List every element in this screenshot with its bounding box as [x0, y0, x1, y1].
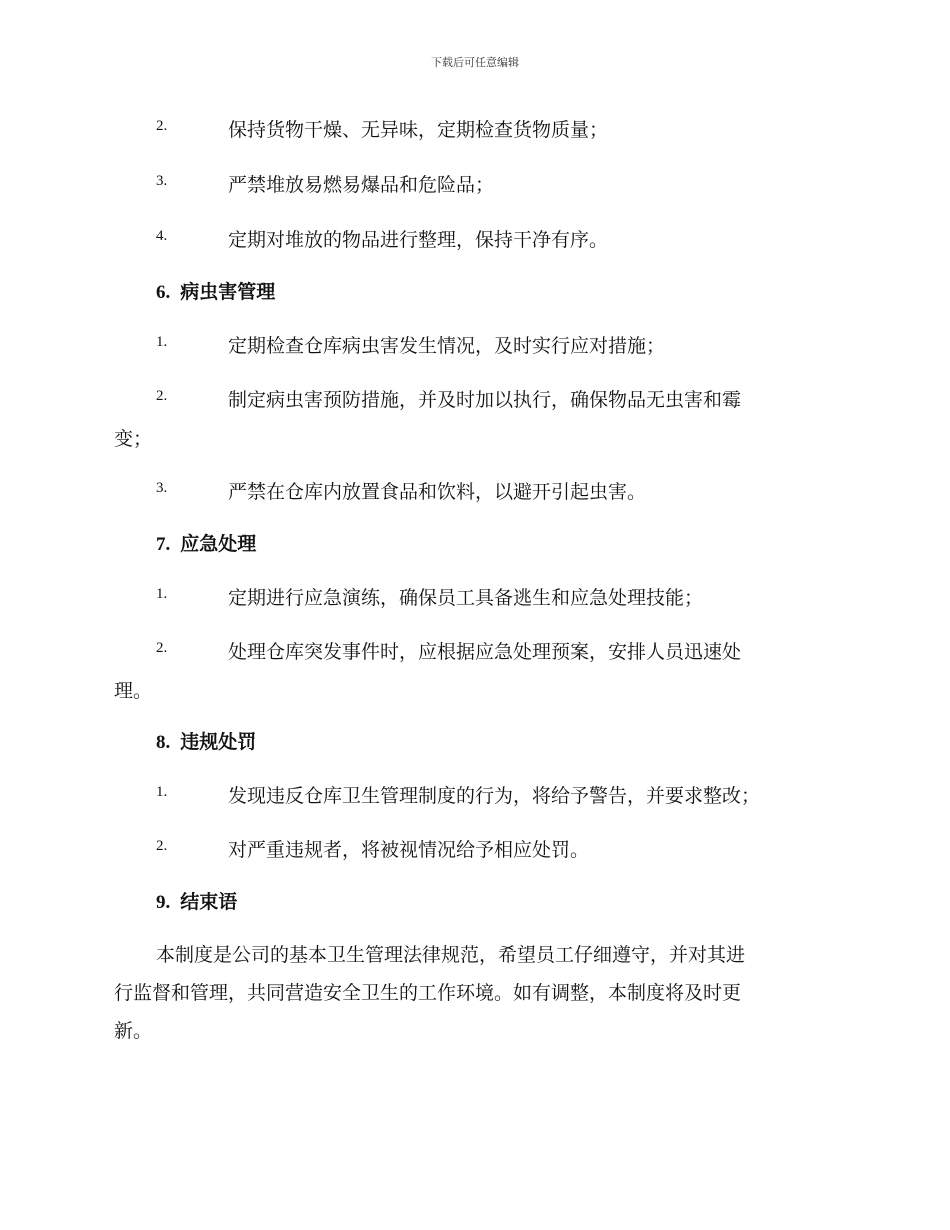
- list-number: 2.: [156, 838, 168, 854]
- list-number: 1.: [156, 334, 168, 350]
- section-heading: [156, 529, 256, 556]
- list-number: 2.: [156, 388, 168, 404]
- closing-paragraph-line: 本制度是公司的基本卫生管理法律规范，希望员工仔细遵守，并对其进: [156, 944, 746, 966]
- list-item-text: 严禁在仓库内放置食品和饮料，以避开引起虫害。: [228, 481, 647, 503]
- closing-paragraph-line: 新。: [114, 1020, 153, 1042]
- list-item-text: 定期检查仓库病虫害发生情况，及时实行应对措施；: [228, 335, 666, 357]
- section-title: 病虫害管理: [180, 281, 276, 303]
- list-item-continuation: 理。: [114, 680, 153, 702]
- section-heading: [156, 887, 237, 914]
- list-item-text: 对严重违规者，将被视情况给予相应处罚。: [228, 839, 590, 861]
- list-number: 2.: [156, 640, 168, 656]
- section-number: 6.: [156, 282, 171, 303]
- list-number: 1.: [156, 784, 168, 800]
- list-item-text: 制定病虫害预防措施，并及时加以执行，确保物品无虫害和霉: [228, 389, 742, 411]
- list-number: 3.: [156, 480, 168, 496]
- section-number: 8.: [156, 732, 171, 753]
- list-item-text: 处理仓库突发事件时，应根据应急处理预案，安排人员迅速处: [228, 641, 742, 663]
- section-title: 违规处罚: [180, 731, 257, 753]
- closing-paragraph-line: 行监督和管理，共同营造安全卫生的工作环境。如有调整，本制度将及时更: [114, 982, 742, 1004]
- list-number: 4.: [156, 228, 168, 244]
- section-number: 7.: [156, 534, 171, 555]
- list-item-continuation: 变；: [114, 428, 153, 450]
- list-item-text: 定期对堆放的物品进行整理，保持干净有序。: [228, 229, 609, 251]
- page-header: 下载后可任意编辑: [431, 56, 519, 69]
- list-number: 1.: [156, 586, 168, 602]
- list-item-text: 严禁堆放易燃易爆品和危险品；: [228, 174, 495, 196]
- section-heading: [156, 277, 275, 304]
- list-number: 3.: [156, 173, 168, 189]
- section-heading: [156, 727, 256, 754]
- section-title: 应急处理: [180, 533, 257, 555]
- list-item-text: 发现违反仓库卫生管理制度的行为，将给予警告，并要求整改；: [228, 785, 761, 807]
- section-number: 9.: [156, 892, 171, 913]
- list-number: 2.: [156, 118, 168, 134]
- list-item-text: 保持货物干燥、无异味，定期检查货物质量；: [228, 119, 609, 141]
- section-title: 结束语: [180, 891, 238, 913]
- list-item-text: 定期进行应急演练，确保员工具备逃生和应急处理技能；: [228, 587, 704, 609]
